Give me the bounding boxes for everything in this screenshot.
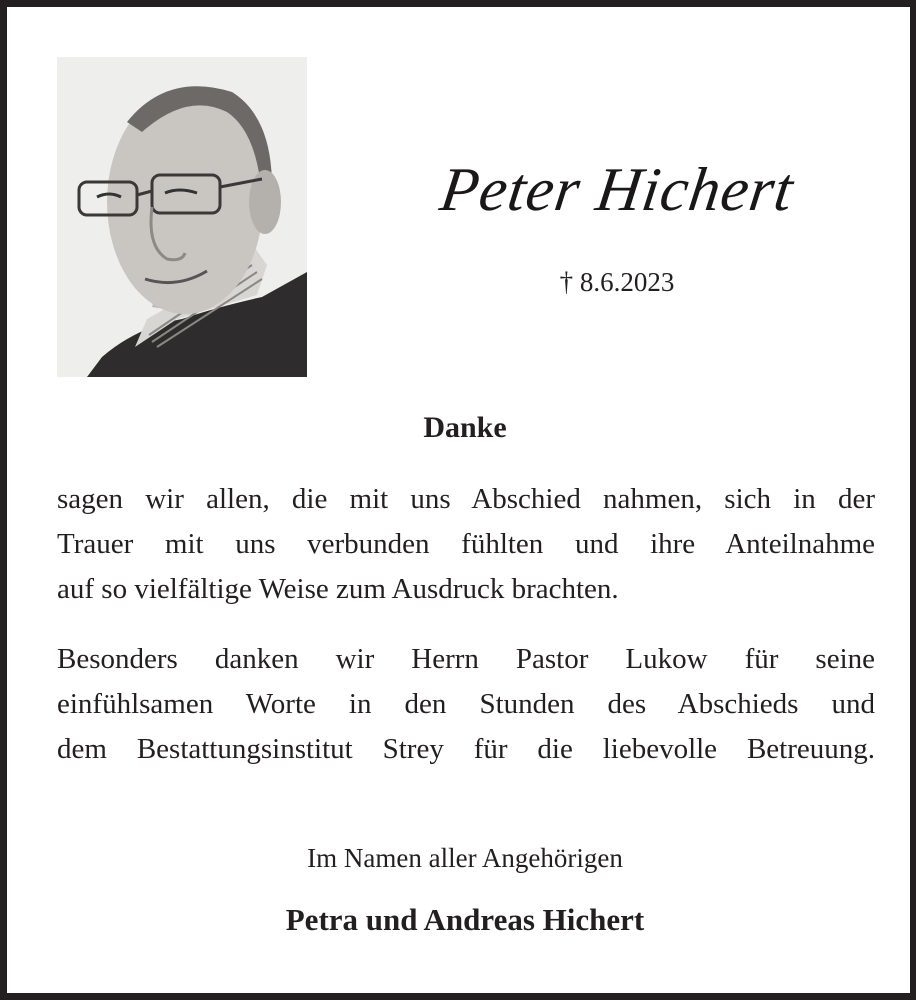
- portrait-photo: [57, 57, 307, 377]
- text-line: auf so vielfältige Weise zum Ausdruck brachten.: [57, 573, 619, 605]
- text-line: Trauer mit uns verbunden fühlten und ihre Anteilnahme: [57, 528, 875, 560]
- text-line: Besonders danken wir Herrn Pastor Lukow für seine: [57, 643, 875, 675]
- special-thanks-paragraph: [57, 637, 875, 772]
- thanks-paragraph: [57, 477, 875, 612]
- thanks-heading: Danke: [423, 411, 507, 444]
- text-line: dem Bestattungsinstitut Strey für die liebevolle Betreuung.: [57, 733, 875, 765]
- signature-intro: Im Namen aller Angehörigen: [307, 843, 623, 873]
- text-line: sagen wir allen, die mit uns Abschied nahmen, sich in der: [57, 483, 875, 515]
- signature-names: Petra und Andreas Hichert: [285, 902, 645, 937]
- death-date: † 8.6.2023: [559, 267, 675, 297]
- portrait-image: [57, 57, 307, 377]
- deceased-name: Peter Hichert: [436, 156, 798, 224]
- text-line: einfühlsamen Worte in den Stunden des Abschieds und: [57, 688, 875, 720]
